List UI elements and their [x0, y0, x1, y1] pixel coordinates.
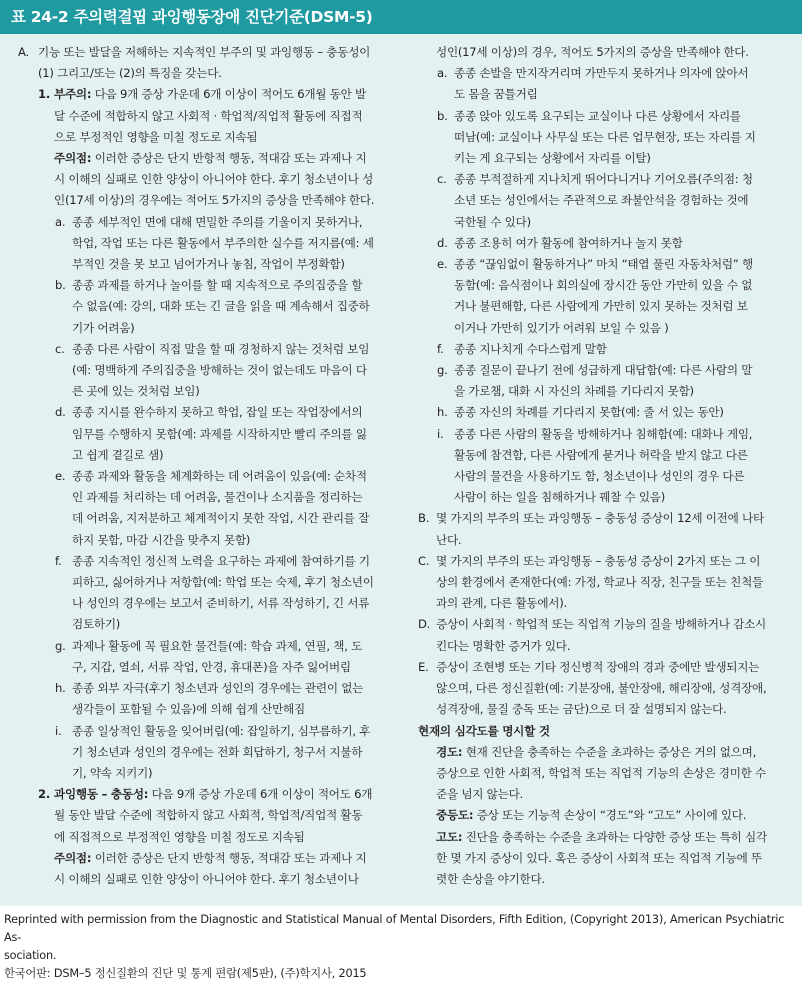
- item-label: f.: [55, 553, 62, 568]
- text-line: 하지 못함, 마감 시간을 맞추지 못함): [72, 532, 251, 547]
- text-line: 성인(17세 이상)의 경우, 적어도 5가지의 증상을 만족해야 한다.: [436, 45, 749, 59]
- text-line: 몇 가지의 부주의 또는 과잉행동 – 충동성 증상이 2가지 또는 그 이: [436, 553, 761, 568]
- symptom-item: [418, 360, 788, 402]
- severity-title: 현재의 심각도를 명시할 것: [418, 723, 550, 738]
- criterion-d: [418, 614, 788, 656]
- severity-mild: [418, 742, 788, 806]
- item-label: e.: [55, 469, 66, 484]
- symptom-item: [418, 63, 788, 105]
- text-line: 기 청소년과 성인의 경우에는 전화 회답하기, 청구서 지불하: [72, 744, 363, 759]
- source-note: [4, 911, 794, 983]
- text-line: 과제나 활동에 꼭 필요한 물건들(예: 학습 과제, 연필, 책, 도: [72, 638, 363, 653]
- item-label: g.: [437, 363, 448, 378]
- symptom-item: [18, 678, 396, 720]
- item-label: b.: [437, 108, 448, 123]
- criterion-a: [18, 42, 396, 84]
- text-line: 과의 관계, 다른 활동에서).: [436, 596, 567, 611]
- text-line: 수 없음(예: 강의, 대화 또는 긴 글을 읽을 때 계속해서 집중하: [72, 299, 370, 314]
- item-label: g.: [55, 638, 66, 653]
- symptom-item: [418, 106, 788, 170]
- text-line: 임무를 수행하지 못함(예: 과제를 시작하지만 빨리 주의를 잃: [72, 426, 367, 441]
- text-line: 종종 질문이 끝나기 전에 성급하게 대답함(예: 다른 사람의 말: [454, 363, 753, 378]
- text-line: 종종 지속적인 정신적 노력을 요구하는 과제에 참여하기를 기: [72, 553, 370, 568]
- text-line: 을 가로챔, 대화 시 자신의 차례를 기다리지 못함): [454, 384, 694, 399]
- item-label: i.: [55, 723, 62, 738]
- text-line: 소년 또는 성인에서는 주관적으로 좌불안석을 경험하는 것에: [454, 193, 749, 208]
- text-line: 부적인 것을 못 보고 넘어가거나 놓침, 작업이 부정확함): [72, 257, 345, 272]
- text-line: 한 몇 가지 증상이 있다. 혹은 증상이 사회적 또는 직업적 기능에 뚜: [436, 850, 762, 865]
- text-line: 동함(예: 음식점이나 회의실에 장시간 동안 가만히 있을 수 없: [454, 278, 753, 293]
- note-heading: 주의점:: [54, 151, 92, 166]
- text-line: 증상으로 인한 사회적, 학업적 또는 직업적 기능의 손상은 경미한 수: [436, 765, 766, 780]
- text-line: 종종 다른 사람이 직접 말을 할 때 경청하지 않는 것처럼 보임: [72, 341, 370, 356]
- subcriterion-heading: 과잉행동 – 충동성:: [54, 787, 149, 802]
- right-column: [418, 42, 788, 890]
- item-label: d.: [437, 235, 448, 250]
- symptom-item: [18, 636, 396, 678]
- text-line: 달 수준에 적합하지 않고 사회적 · 학업적/직업적 활동에 직접적: [54, 108, 363, 123]
- text-line: 종종 조용히 여가 활동에 참여하거나 놀지 못함: [454, 235, 683, 250]
- item-label: e.: [437, 257, 448, 272]
- criterion-label: D.: [418, 617, 431, 632]
- symptom-item: [418, 402, 788, 423]
- text-line: 도 몸을 꿈틀거림: [454, 87, 538, 102]
- text-line: 종종 과제를 하거나 놀이를 할 때 지속적으로 주의집중을 할: [72, 278, 363, 293]
- korean-edition-line: 한국어판: DSM–5 정신질환의 진단 및 통계 편람(제5판), (주)학지사, 2015: [4, 967, 367, 980]
- text-line: 기가 어려움): [72, 320, 135, 335]
- text-line: 종종 지나치게 수다스럽게 말함: [454, 341, 607, 356]
- symptom-item: [418, 254, 788, 339]
- text-line: 다음 9개 증상 가운데 6개 이상이 적어도 6개월 동안 발: [94, 87, 366, 102]
- criterion-label: C.: [418, 553, 430, 568]
- text-line: 나 성인의 경우에는 보고서 준비하기, 서류 작성하기, 긴 서류: [72, 596, 370, 611]
- text-line: 기, 약속 지키기): [72, 765, 153, 780]
- text-line: 시 이해의 실패로 인한 양상이 아니어야 한다. 후기 청소년이나: [54, 871, 359, 886]
- symptom-item: [18, 466, 396, 551]
- criterion-label: A.: [18, 45, 29, 59]
- text-line: 에 직접적으로 부정적인 영향을 미칠 정도로 지속됨: [54, 829, 305, 844]
- left-column: [18, 42, 396, 890]
- text-line: 사람의 물건을 사용하기도 함, 청소년이나 성인의 경우 다른: [454, 469, 745, 484]
- text-line: 국한될 수 있다): [454, 214, 531, 229]
- text-line: 생각들이 포함될 수 있음)에 의해 쉽게 산만해짐: [72, 702, 305, 717]
- text-line: 상의 환경에서 존재한다(예: 가정, 학교나 직장, 친구들 또는 친척들: [436, 575, 763, 590]
- text-line: 종종 과제와 활동을 체계화하는 데 어려움이 있음(예: 순차적: [72, 469, 367, 484]
- text-line: 현재 진단을 충족하는 수준을 초과하는 증상은 거의 없으며,: [465, 744, 757, 759]
- text-line: 종종 앉아 있도록 요구되는 교실이나 다른 상황에서 자리를: [454, 108, 741, 123]
- text-line: (예: 명백하게 주의집중을 방해하는 것이 없는데도 마음이 다: [72, 363, 367, 378]
- text-line: 진단을 충족하는 수준을 초과하는 다양한 증상 또는 특히 심각: [465, 829, 767, 844]
- criterion-label: E.: [418, 659, 429, 674]
- text-line: 른 곳에 있는 것처럼 보임): [72, 384, 200, 399]
- criterion-e: [418, 657, 788, 721]
- text-line: 증상 또는 기능적 손상이 “경도”와 “고도” 사이에 있다.: [476, 808, 747, 823]
- text-line: 으로 부정적인 영향을 미칠 정도로 지속됨: [54, 129, 258, 144]
- text-line: 사람이 하는 일을 침해하거나 꿰찰 수 있음): [454, 490, 666, 505]
- text-line: 종종 부적절하게 지나치게 뛰어다니거나 기어오름(주의점: 청: [454, 172, 753, 187]
- text-line: 다음 9개 증상 가운데 6개 이상이 적어도 6개: [151, 787, 373, 802]
- symptom-item: [418, 169, 788, 233]
- text-line: 종종 지시를 완수하지 못하고 학업, 잡일 또는 작업장에서의: [72, 405, 363, 420]
- text-line: 증상이 조현병 또는 기타 정신병적 장애의 경과 중에만 발생되지는: [436, 659, 760, 674]
- item-label: a.: [437, 66, 448, 81]
- table-title: 표 24-2 주의력결핍 과잉행동장애 진단기준(DSM-5): [0, 0, 802, 34]
- text-line: 활동에 참견함, 다른 사람에게 묻거나 허락을 받지 않고 다른: [454, 447, 748, 462]
- item-label: a.: [55, 214, 66, 229]
- symptom-item: [18, 721, 396, 785]
- text-line: (1) 그리고/또는 (2)의 특징을 갖는다.: [38, 66, 222, 81]
- continued-text: [418, 42, 788, 63]
- text-line: 렷한 손상을 야기한다.: [436, 871, 545, 886]
- symptom-item: [418, 339, 788, 360]
- text-line: 종종 일상적인 활동을 잊어버림(예: 잡일하기, 심부름하기, 후: [72, 723, 371, 738]
- text-line: 증상이 사회적 · 학업적 또는 직업적 기능의 질을 방해하거나 감소시: [436, 617, 766, 632]
- text-line: 종종 세부적인 면에 대해 면밀한 주의를 기울이지 못하거나,: [72, 214, 363, 229]
- text-line: 종종 다른 사람의 활동을 방해하거나 침해함(예: 대화나 게임,: [454, 426, 753, 441]
- item-label: b.: [55, 278, 66, 293]
- text-line: 종종 손발을 만지작거리며 가만두지 못하거나 의자에 앉아서: [454, 66, 749, 81]
- text-line: 이러한 증상은 단지 반항적 행동, 적대감 또는 과제나 지: [94, 151, 367, 166]
- text-line: 검토하기): [72, 617, 121, 632]
- text-line: 피하고, 싫어하거나 저항함(예: 학업 또는 숙제, 후기 청소년이: [72, 575, 374, 590]
- text-line: 떠남(예: 교실이나 사무실 또는 다른 업무현장, 또는 자리를 지: [454, 129, 756, 144]
- severity-moderate: [418, 805, 788, 826]
- severity-heading: 경도:: [436, 744, 463, 759]
- subcriterion-label: 1.: [38, 87, 50, 102]
- item-label: c.: [55, 341, 65, 356]
- text-line: 준을 넘지 않는다.: [436, 787, 523, 802]
- subcriterion-heading: 부주의:: [54, 87, 92, 102]
- symptom-item: [418, 233, 788, 254]
- item-label: f.: [437, 341, 444, 356]
- text-line: 않으며, 다른 정신질환(예: 기분장애, 불안장애, 해리장애, 성격장애,: [436, 681, 767, 696]
- criterion-label: B.: [418, 511, 430, 526]
- text-line: 거나 불편해함, 다른 사람에게 가만히 있지 못하는 것처럼 보: [454, 299, 748, 314]
- text-line: 학업, 작업 또는 다른 활동에서 부주의한 실수를 저지름(예: 세: [72, 235, 374, 250]
- symptom-item: [18, 275, 396, 339]
- text-line: 기능 또는 발달을 저해하는 지속적인 부주의 및 과잉행동 – 충동성이: [38, 45, 371, 59]
- text-line: 구, 지갑, 열쇠, 서류 작업, 안경, 휴대폰)을 자주 잃어버림: [72, 659, 351, 674]
- text-line: 난다.: [436, 532, 462, 547]
- text-line: 종종 “끊임없이 활동하거나” 마치 “태엽 풀린 자동차처럼” 행: [454, 257, 753, 272]
- item-label: h.: [437, 405, 448, 420]
- text-line: 성격장애, 물질 중독 또는 금단)으로 더 잘 설명되지 않는다.: [436, 702, 727, 717]
- severity-severe: [418, 827, 788, 891]
- text-line: 시 이해의 실패로 인한 양상이 아니어야 한다. 후기 청소년이나 성: [54, 172, 374, 187]
- text-line: 이거나 가만히 있기가 어려워 보일 수 있음 ): [454, 320, 669, 335]
- symptom-item: [18, 402, 396, 466]
- severity-heading: 고도:: [436, 829, 463, 844]
- copyright-line: Reprinted with permission from the Diagnostic and Statistical Manual of Mental Disorders, Fifth Edition, (Copyright 2013), American Psychiatric As-: [4, 913, 785, 944]
- text-line: 데 어려움, 지저분하고 체계적이지 못한 작업, 시간 관리를 잘: [72, 511, 370, 526]
- item-label: d.: [55, 405, 66, 420]
- subcriterion-hyperactivity: [18, 784, 396, 890]
- severity-heading: 중등도:: [436, 808, 474, 823]
- symptom-item: [18, 212, 396, 276]
- symptom-item: [418, 424, 788, 509]
- text-line: 종종 자신의 차례를 기다리지 못함(예: 줄 서 있는 동안): [454, 405, 724, 420]
- text-line: 고 쉽게 곁길로 샘): [72, 447, 164, 462]
- note-heading: 주의점:: [54, 850, 92, 865]
- item-label: i.: [437, 426, 444, 441]
- text-line: 이러한 증상은 단지 반항적 행동, 적대감 또는 과제나 지: [94, 850, 367, 865]
- text-line: 종종 외부 자극(후기 청소년과 성인의 경우에는 관련이 없는: [72, 681, 364, 696]
- text-line: 월 동안 발달 수준에 적합하지 않고 사회적, 학업적/직업적 활동: [54, 808, 363, 823]
- text-line: 몇 가지의 부주의 또는 과잉행동 – 충동성 증상이 12세 이전에 나타: [436, 511, 764, 526]
- item-label: c.: [437, 172, 447, 187]
- copyright-line: sociation.: [4, 949, 57, 962]
- text-line: 키는 게 요구되는 상황에서 자리를 이탈): [454, 151, 651, 166]
- subcriterion-label: 2.: [38, 787, 50, 802]
- item-label: h.: [55, 681, 66, 696]
- symptom-item: [18, 339, 396, 403]
- symptom-item: [18, 551, 396, 636]
- text-line: 킨다는 명확한 증거가 있다.: [436, 638, 571, 653]
- criterion-b: [418, 508, 788, 550]
- text-line: 인(17세 이상)의 경우에는 적어도 5가지의 증상을 만족해야 한다.: [54, 193, 375, 208]
- criterion-c: [418, 551, 788, 615]
- criteria-box: [0, 34, 802, 906]
- text-line: 인 과제를 처리하는 데 어려움, 물건이나 소지품을 정리하는: [72, 490, 363, 505]
- subcriterion-inattention: [18, 84, 396, 211]
